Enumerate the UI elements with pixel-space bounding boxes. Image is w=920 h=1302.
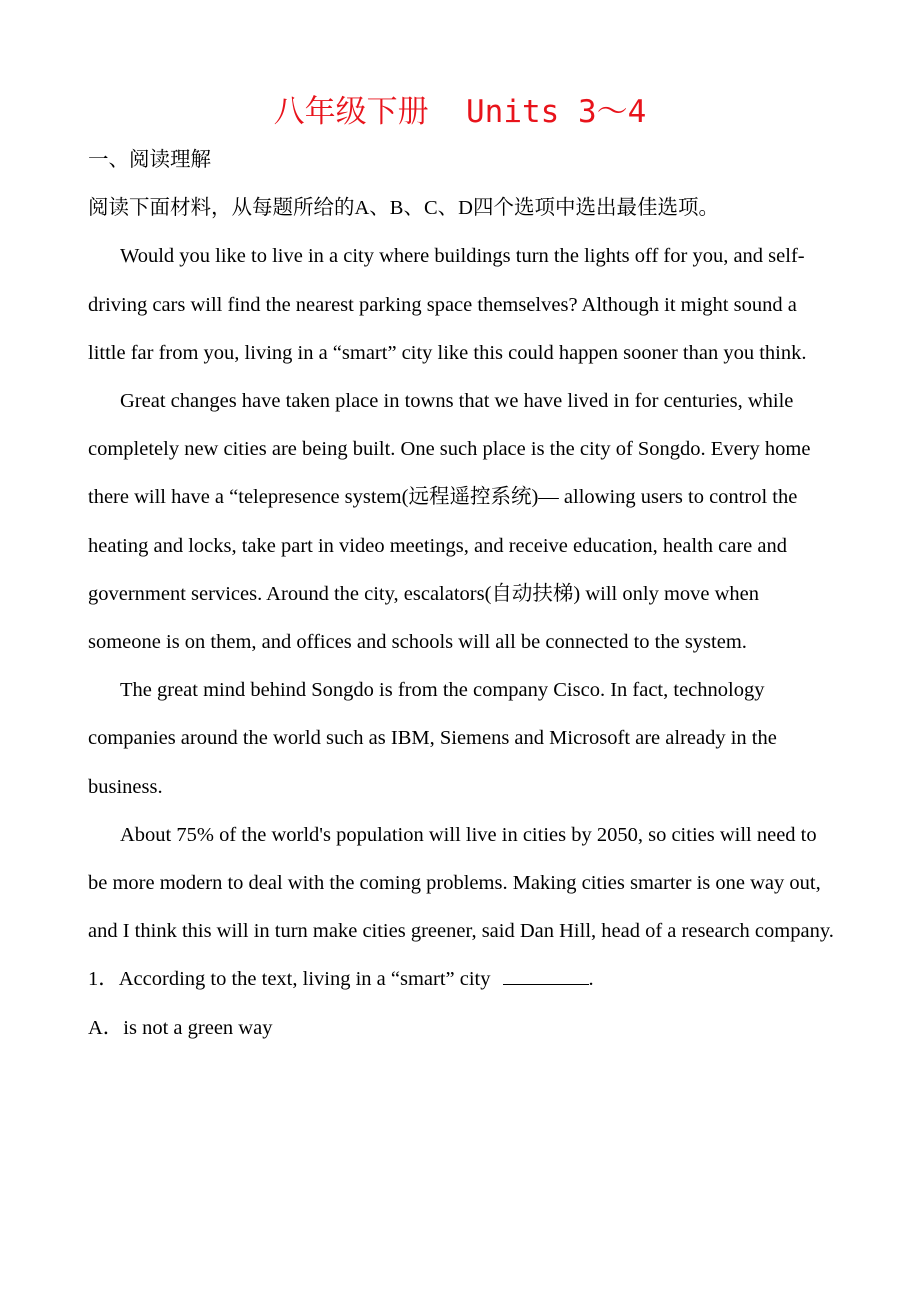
question-number: 1．	[88, 968, 119, 991]
passage-paragraph-4: About 75% of the world's population will live in cities by 2050, so cities will need to be more modern to deal with the coming problems. Making cities smarter is one way out, and I think this will in turn make cities greener, said Dan Hill, head of a research company.	[88, 823, 834, 943]
page-title: 八年级下册 Units 3～4	[273, 94, 647, 130]
passage-paragraph-1: Would you like to live in a city where buildings turn the lights off for you, and self-driving cars will find the nearest parking space themselves? Although it might sound a little far from you, living in a “smart” city like this could happen sooner than you think.	[88, 245, 807, 364]
question-1	[88, 955, 834, 1003]
question-stem: According to the text, living in a “smart” city	[118, 968, 491, 991]
option-a: A．is not a green way	[88, 1016, 273, 1039]
answer-blank	[503, 964, 589, 985]
instruction-text: 阅读下面材料，从每题所给的A、B、C、D四个选项中选出最佳选项。	[88, 197, 719, 220]
section-heading: 一、阅读理解	[88, 149, 211, 171]
passage-paragraph-2: Great changes have taken place in towns that we have lived in for centuries, while completely new cities are being built. One such place is the city of Songdo. Every home there will have a “telepresence system(远程遥控系统)— allowing users to control the heating and locks, take part in video meetings, and receive education, health care and government services. Around the city, escalators(自动扶梯) will only move when someone is on them, and offices and schools will all be connected to the system.	[88, 390, 811, 654]
question-end: .	[588, 968, 594, 991]
passage-paragraph-3: The great mind behind Songdo is from the company Cisco. In fact, technology companies around the world such as IBM, Siemens and Microsoft are already in the business.	[88, 679, 777, 798]
document-body	[88, 136, 834, 1052]
